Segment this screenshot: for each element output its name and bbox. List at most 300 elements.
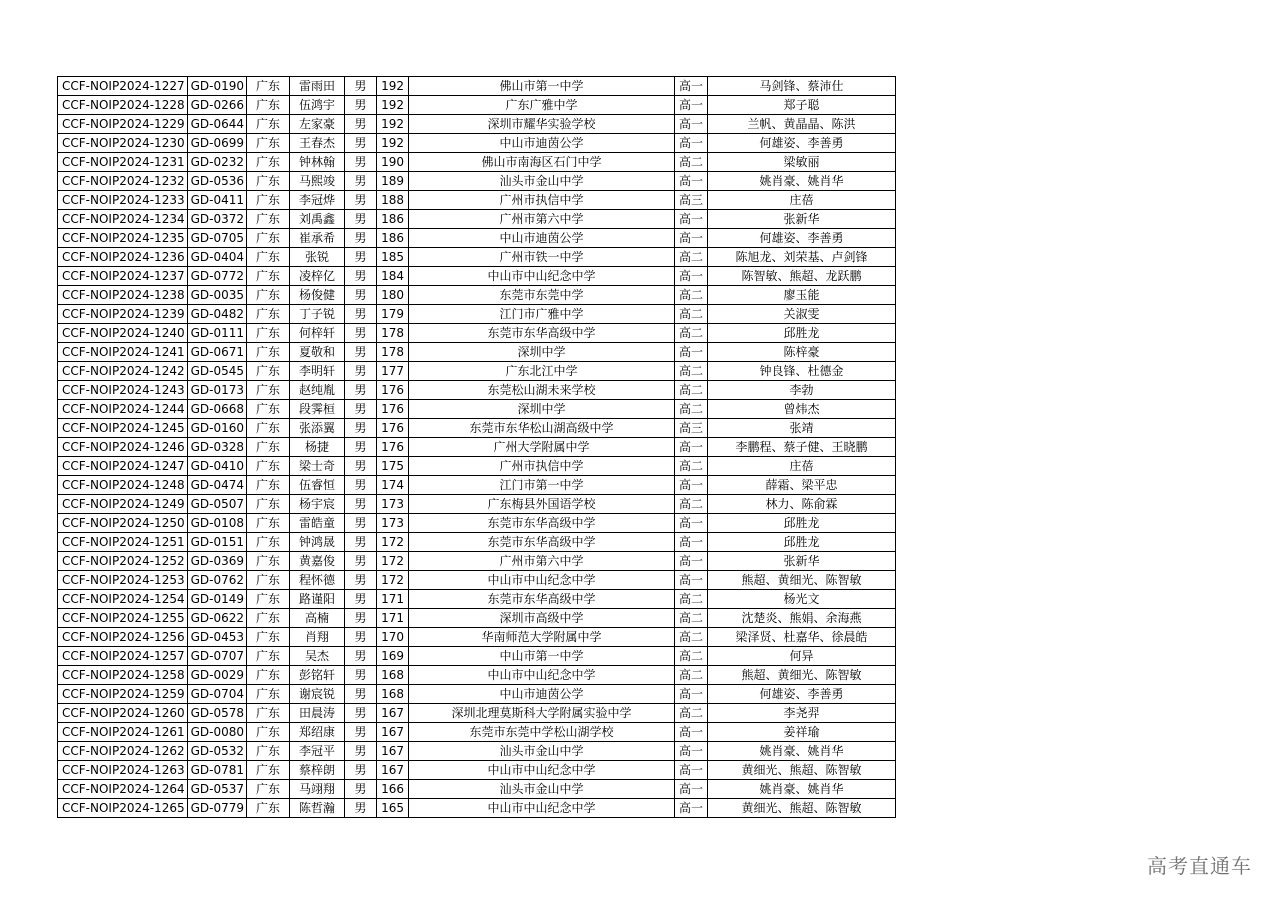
cell-school: 东莞市东华松山湖高级中学 [409, 419, 675, 438]
cell-coach: 姚肖豪、姚肖华 [708, 742, 896, 761]
cell-grade: 高二 [675, 324, 708, 343]
cell-gender: 男 [345, 533, 377, 552]
cell-exam-id: CCF-NOIP2024-1263 [58, 761, 188, 780]
cell-name: 李冠平 [290, 742, 345, 761]
cell-grade: 高一 [675, 267, 708, 286]
cell-school: 广州市第六中学 [409, 210, 675, 229]
cell-student-code: GD-0781 [187, 761, 246, 780]
cell-score: 192 [377, 134, 409, 153]
cell-province: 广东 [247, 419, 290, 438]
cell-exam-id: CCF-NOIP2024-1254 [58, 590, 188, 609]
cell-gender: 男 [345, 267, 377, 286]
cell-student-code: GD-0266 [187, 96, 246, 115]
cell-exam-id: CCF-NOIP2024-1231 [58, 153, 188, 172]
cell-score: 175 [377, 457, 409, 476]
cell-coach: 熊超、黄细光、陈智敏 [708, 666, 896, 685]
cell-exam-id: CCF-NOIP2024-1261 [58, 723, 188, 742]
cell-grade: 高二 [675, 153, 708, 172]
cell-exam-id: CCF-NOIP2024-1253 [58, 571, 188, 590]
cell-exam-id: CCF-NOIP2024-1238 [58, 286, 188, 305]
cell-coach: 兰帆、黄晶晶、陈洪 [708, 115, 896, 134]
cell-school: 广东北江中学 [409, 362, 675, 381]
cell-score: 186 [377, 210, 409, 229]
cell-gender: 男 [345, 153, 377, 172]
cell-student-code: GD-0232 [187, 153, 246, 172]
cell-name: 张锐 [290, 248, 345, 267]
cell-name: 程怀德 [290, 571, 345, 590]
cell-exam-id: CCF-NOIP2024-1244 [58, 400, 188, 419]
cell-province: 广东 [247, 286, 290, 305]
cell-student-code: GD-0704 [187, 685, 246, 704]
watermark-logo: 高考直通车 [1147, 854, 1252, 878]
cell-exam-id: CCF-NOIP2024-1230 [58, 134, 188, 153]
cell-grade: 高一 [675, 115, 708, 134]
table-body [58, 77, 896, 818]
cell-name: 李明轩 [290, 362, 345, 381]
cell-gender: 男 [345, 362, 377, 381]
cell-score: 178 [377, 324, 409, 343]
cell-province: 广东 [247, 115, 290, 134]
cell-province: 广东 [247, 628, 290, 647]
cell-school: 广州市铁一中学 [409, 248, 675, 267]
cell-exam-id: CCF-NOIP2024-1246 [58, 438, 188, 457]
table-row [58, 723, 896, 742]
table-row [58, 457, 896, 476]
cell-province: 广东 [247, 172, 290, 191]
cell-exam-id: CCF-NOIP2024-1236 [58, 248, 188, 267]
cell-province: 广东 [247, 400, 290, 419]
cell-school: 广东广雅中学 [409, 96, 675, 115]
cell-grade: 高一 [675, 761, 708, 780]
cell-coach: 沈楚炎、熊娟、余海燕 [708, 609, 896, 628]
cell-name: 雷雨田 [290, 77, 345, 96]
cell-exam-id: CCF-NOIP2024-1233 [58, 191, 188, 210]
cell-student-code: GD-0536 [187, 172, 246, 191]
cell-coach: 何雄姿、李善勇 [708, 685, 896, 704]
table-row [58, 780, 896, 799]
cell-gender: 男 [345, 77, 377, 96]
cell-school: 汕头市金山中学 [409, 172, 675, 191]
cell-name: 钟鸿晟 [290, 533, 345, 552]
cell-gender: 男 [345, 419, 377, 438]
cell-grade: 高一 [675, 476, 708, 495]
cell-gender: 男 [345, 343, 377, 362]
cell-grade: 高一 [675, 685, 708, 704]
cell-exam-id: CCF-NOIP2024-1243 [58, 381, 188, 400]
cell-grade: 高二 [675, 400, 708, 419]
cell-student-code: GD-0035 [187, 286, 246, 305]
cell-name: 路谨阳 [290, 590, 345, 609]
cell-school: 广州市第六中学 [409, 552, 675, 571]
cell-grade: 高一 [675, 723, 708, 742]
cell-score: 173 [377, 495, 409, 514]
cell-student-code: GD-0699 [187, 134, 246, 153]
cell-school: 中山市第一中学 [409, 647, 675, 666]
cell-coach: 姚肖豪、姚肖华 [708, 172, 896, 191]
cell-exam-id: CCF-NOIP2024-1234 [58, 210, 188, 229]
cell-exam-id: CCF-NOIP2024-1241 [58, 343, 188, 362]
cell-coach: 钟良锋、杜德金 [708, 362, 896, 381]
cell-gender: 男 [345, 400, 377, 419]
cell-score: 172 [377, 552, 409, 571]
table-row [58, 153, 896, 172]
cell-score: 186 [377, 229, 409, 248]
cell-name: 凌梓亿 [290, 267, 345, 286]
cell-province: 广东 [247, 77, 290, 96]
cell-province: 广东 [247, 153, 290, 172]
cell-name: 左家豪 [290, 115, 345, 134]
cell-gender: 男 [345, 191, 377, 210]
cell-score: 184 [377, 267, 409, 286]
cell-gender: 男 [345, 723, 377, 742]
cell-score: 190 [377, 153, 409, 172]
cell-grade: 高一 [675, 514, 708, 533]
cell-name: 彭铭轩 [290, 666, 345, 685]
cell-score: 177 [377, 362, 409, 381]
cell-school: 广州大学附属中学 [409, 438, 675, 457]
cell-name: 谢宸锐 [290, 685, 345, 704]
cell-score: 168 [377, 666, 409, 685]
cell-gender: 男 [345, 761, 377, 780]
cell-coach: 庄蓓 [708, 457, 896, 476]
cell-exam-id: CCF-NOIP2024-1257 [58, 647, 188, 666]
cell-score: 169 [377, 647, 409, 666]
cell-province: 广东 [247, 476, 290, 495]
cell-province: 广东 [247, 210, 290, 229]
cell-score: 189 [377, 172, 409, 191]
cell-school: 东莞市东华高级中学 [409, 590, 675, 609]
table-row [58, 609, 896, 628]
cell-school: 东莞松山湖未来学校 [409, 381, 675, 400]
table-row [58, 172, 896, 191]
cell-province: 广东 [247, 761, 290, 780]
cell-coach: 杨光文 [708, 590, 896, 609]
cell-school: 东莞市东华高级中学 [409, 514, 675, 533]
cell-student-code: GD-0644 [187, 115, 246, 134]
cell-gender: 男 [345, 229, 377, 248]
cell-gender: 男 [345, 495, 377, 514]
cell-score: 167 [377, 761, 409, 780]
cell-coach: 姚肖豪、姚肖华 [708, 780, 896, 799]
table-row [58, 248, 896, 267]
cell-student-code: GD-0671 [187, 343, 246, 362]
cell-coach: 何雄姿、李善勇 [708, 229, 896, 248]
table-row [58, 685, 896, 704]
cell-student-code: GD-0108 [187, 514, 246, 533]
cell-school: 华南师范大学附属中学 [409, 628, 675, 647]
cell-name: 梁士奇 [290, 457, 345, 476]
cell-student-code: GD-0173 [187, 381, 246, 400]
cell-school: 江门市广雅中学 [409, 305, 675, 324]
cell-name: 赵纯胤 [290, 381, 345, 400]
cell-school: 汕头市金山中学 [409, 742, 675, 761]
cell-name: 段霁桓 [290, 400, 345, 419]
cell-grade: 高一 [675, 229, 708, 248]
cell-student-code: GD-0705 [187, 229, 246, 248]
cell-school: 深圳中学 [409, 343, 675, 362]
cell-school: 东莞市东华高级中学 [409, 533, 675, 552]
cell-exam-id: CCF-NOIP2024-1227 [58, 77, 188, 96]
cell-student-code: GD-0507 [187, 495, 246, 514]
cell-gender: 男 [345, 210, 377, 229]
cell-grade: 高一 [675, 742, 708, 761]
table-row [58, 571, 896, 590]
cell-student-code: GD-0080 [187, 723, 246, 742]
cell-exam-id: CCF-NOIP2024-1247 [58, 457, 188, 476]
cell-grade: 高二 [675, 248, 708, 267]
cell-grade: 高二 [675, 495, 708, 514]
cell-name: 陈哲瀚 [290, 799, 345, 818]
cell-province: 广东 [247, 742, 290, 761]
cell-gender: 男 [345, 248, 377, 267]
table-row [58, 666, 896, 685]
table-row [58, 115, 896, 134]
table-row [58, 362, 896, 381]
cell-student-code: GD-0474 [187, 476, 246, 495]
cell-grade: 高一 [675, 533, 708, 552]
table-row [58, 134, 896, 153]
table-row [58, 400, 896, 419]
cell-exam-id: CCF-NOIP2024-1235 [58, 229, 188, 248]
cell-name: 田晨涛 [290, 704, 345, 723]
cell-province: 广东 [247, 362, 290, 381]
cell-grade: 高二 [675, 647, 708, 666]
cell-student-code: GD-0622 [187, 609, 246, 628]
cell-coach: 何雄姿、李善勇 [708, 134, 896, 153]
cell-grade: 高二 [675, 381, 708, 400]
cell-coach: 邱胜龙 [708, 514, 896, 533]
cell-student-code: GD-0482 [187, 305, 246, 324]
cell-student-code: GD-0545 [187, 362, 246, 381]
cell-exam-id: CCF-NOIP2024-1262 [58, 742, 188, 761]
cell-coach: 黄细光、熊超、陈智敏 [708, 799, 896, 818]
cell-school: 中山市中山纪念中学 [409, 571, 675, 590]
table-row [58, 704, 896, 723]
cell-name: 伍睿恒 [290, 476, 345, 495]
cell-school: 广州市执信中学 [409, 191, 675, 210]
cell-score: 171 [377, 590, 409, 609]
cell-province: 广东 [247, 780, 290, 799]
table-row [58, 191, 896, 210]
cell-coach: 陈旭龙、刘荣基、卢剑锋 [708, 248, 896, 267]
cell-province: 广东 [247, 438, 290, 457]
cell-province: 广东 [247, 267, 290, 286]
cell-score: 192 [377, 115, 409, 134]
cell-school: 中山市中山纪念中学 [409, 666, 675, 685]
cell-gender: 男 [345, 552, 377, 571]
cell-school: 佛山市南海区石门中学 [409, 153, 675, 172]
cell-coach: 陈梓豪 [708, 343, 896, 362]
cell-gender: 男 [345, 381, 377, 400]
table-row [58, 343, 896, 362]
cell-name: 杨俊健 [290, 286, 345, 305]
cell-gender: 男 [345, 571, 377, 590]
cell-coach: 梁泽贤、杜嘉华、徐晨皓 [708, 628, 896, 647]
cell-province: 广东 [247, 495, 290, 514]
cell-student-code: GD-0111 [187, 324, 246, 343]
cell-grade: 高二 [675, 666, 708, 685]
cell-name: 钟林翰 [290, 153, 345, 172]
cell-name: 高楠 [290, 609, 345, 628]
cell-grade: 高一 [675, 552, 708, 571]
cell-school: 深圳市高级中学 [409, 609, 675, 628]
cell-exam-id: CCF-NOIP2024-1242 [58, 362, 188, 381]
cell-student-code: GD-0369 [187, 552, 246, 571]
cell-score: 171 [377, 609, 409, 628]
cell-gender: 男 [345, 115, 377, 134]
cell-school: 东莞市东莞中学松山湖学校 [409, 723, 675, 742]
cell-coach: 郑子聪 [708, 96, 896, 115]
cell-score: 173 [377, 514, 409, 533]
cell-gender: 男 [345, 96, 377, 115]
cell-student-code: GD-0160 [187, 419, 246, 438]
table-row [58, 799, 896, 818]
cell-student-code: GD-0532 [187, 742, 246, 761]
cell-school: 深圳市耀华实验学校 [409, 115, 675, 134]
table-row [58, 286, 896, 305]
cell-province: 广东 [247, 704, 290, 723]
table-row [58, 229, 896, 248]
cell-school: 中山市中山纪念中学 [409, 799, 675, 818]
cell-province: 广东 [247, 533, 290, 552]
cell-school: 深圳北理莫斯科大学附属实验中学 [409, 704, 675, 723]
cell-coach: 廖玉能 [708, 286, 896, 305]
cell-name: 伍鸿宇 [290, 96, 345, 115]
cell-score: 179 [377, 305, 409, 324]
cell-school: 汕头市金山中学 [409, 780, 675, 799]
cell-grade: 高一 [675, 799, 708, 818]
cell-student-code: GD-0537 [187, 780, 246, 799]
cell-name: 杨捷 [290, 438, 345, 457]
cell-province: 广东 [247, 799, 290, 818]
cell-student-code: GD-0707 [187, 647, 246, 666]
cell-coach: 薛霜、梁平忠 [708, 476, 896, 495]
cell-gender: 男 [345, 742, 377, 761]
cell-score: 176 [377, 400, 409, 419]
cell-exam-id: CCF-NOIP2024-1228 [58, 96, 188, 115]
cell-student-code: GD-0578 [187, 704, 246, 723]
cell-student-code: GD-0151 [187, 533, 246, 552]
cell-coach: 邱胜龙 [708, 324, 896, 343]
cell-name: 何梓轩 [290, 324, 345, 343]
table-row [58, 761, 896, 780]
cell-grade: 高三 [675, 419, 708, 438]
cell-province: 广东 [247, 609, 290, 628]
cell-coach: 熊超、黄细光、陈智敏 [708, 571, 896, 590]
cell-province: 广东 [247, 590, 290, 609]
cell-score: 168 [377, 685, 409, 704]
cell-score: 178 [377, 343, 409, 362]
cell-student-code: GD-0772 [187, 267, 246, 286]
table-row [58, 628, 896, 647]
cell-coach: 陈智敏、熊超、龙跃鹏 [708, 267, 896, 286]
cell-school: 深圳中学 [409, 400, 675, 419]
table-row [58, 381, 896, 400]
cell-student-code: GD-0328 [187, 438, 246, 457]
cell-coach: 林力、陈俞霖 [708, 495, 896, 514]
table-row [58, 77, 896, 96]
cell-exam-id: CCF-NOIP2024-1245 [58, 419, 188, 438]
cell-student-code: GD-0149 [187, 590, 246, 609]
cell-coach: 马剑锋、蔡沛仕 [708, 77, 896, 96]
cell-grade: 高一 [675, 172, 708, 191]
cell-grade: 高二 [675, 609, 708, 628]
cell-province: 广东 [247, 381, 290, 400]
cell-score: 185 [377, 248, 409, 267]
cell-province: 广东 [247, 666, 290, 685]
cell-school: 佛山市第一中学 [409, 77, 675, 96]
table-row [58, 590, 896, 609]
cell-gender: 男 [345, 305, 377, 324]
cell-coach: 梁敏丽 [708, 153, 896, 172]
cell-gender: 男 [345, 476, 377, 495]
cell-coach: 庄蓓 [708, 191, 896, 210]
cell-student-code: GD-0372 [187, 210, 246, 229]
cell-student-code: GD-0190 [187, 77, 246, 96]
table-row [58, 96, 896, 115]
cell-school: 广州市执信中学 [409, 457, 675, 476]
cell-coach: 李勃 [708, 381, 896, 400]
cell-grade: 高二 [675, 286, 708, 305]
cell-coach: 曾炜杰 [708, 400, 896, 419]
cell-coach: 张新华 [708, 210, 896, 229]
cell-grade: 高三 [675, 191, 708, 210]
cell-score: 174 [377, 476, 409, 495]
cell-coach: 邱胜龙 [708, 533, 896, 552]
cell-score: 176 [377, 419, 409, 438]
cell-student-code: GD-0779 [187, 799, 246, 818]
cell-coach: 何异 [708, 647, 896, 666]
cell-school: 中山市迪茵公学 [409, 229, 675, 248]
cell-name: 黄嘉俊 [290, 552, 345, 571]
cell-score: 170 [377, 628, 409, 647]
cell-grade: 高二 [675, 628, 708, 647]
cell-coach: 关淑雯 [708, 305, 896, 324]
cell-grade: 高二 [675, 305, 708, 324]
cell-province: 广东 [247, 96, 290, 115]
cell-exam-id: CCF-NOIP2024-1237 [58, 267, 188, 286]
cell-score: 192 [377, 77, 409, 96]
cell-coach: 张新华 [708, 552, 896, 571]
cell-exam-id: CCF-NOIP2024-1239 [58, 305, 188, 324]
cell-gender: 男 [345, 666, 377, 685]
cell-province: 广东 [247, 571, 290, 590]
cell-grade: 高二 [675, 704, 708, 723]
cell-student-code: GD-0404 [187, 248, 246, 267]
cell-grade: 高一 [675, 77, 708, 96]
cell-school: 中山市中山纪念中学 [409, 267, 675, 286]
cell-grade: 高一 [675, 780, 708, 799]
cell-exam-id: CCF-NOIP2024-1252 [58, 552, 188, 571]
table-row [58, 495, 896, 514]
cell-province: 广东 [247, 324, 290, 343]
cell-name: 马翊翔 [290, 780, 345, 799]
cell-province: 广东 [247, 229, 290, 248]
cell-score: 180 [377, 286, 409, 305]
cell-gender: 男 [345, 438, 377, 457]
cell-gender: 男 [345, 324, 377, 343]
table-row [58, 476, 896, 495]
cell-score: 167 [377, 742, 409, 761]
cell-name: 吴杰 [290, 647, 345, 666]
cell-score: 192 [377, 96, 409, 115]
cell-name: 马熙竣 [290, 172, 345, 191]
cell-score: 176 [377, 438, 409, 457]
cell-student-code: GD-0762 [187, 571, 246, 590]
cell-name: 雷皓童 [290, 514, 345, 533]
cell-province: 广东 [247, 647, 290, 666]
cell-score: 188 [377, 191, 409, 210]
